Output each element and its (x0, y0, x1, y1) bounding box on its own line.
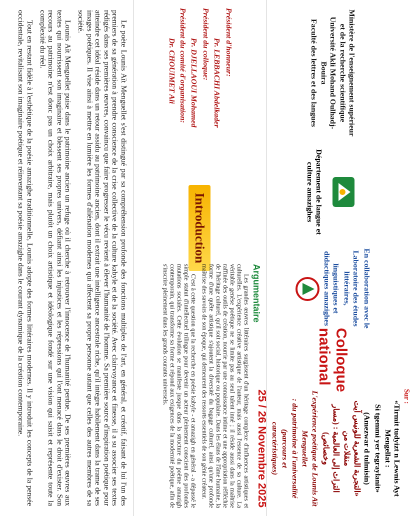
arabic-line-1: «التجربة الشعرية للونيس آيت منقلات من (342, 400, 362, 497)
theme-line-1: «Tirmit tudyizt n Lewnis Ayt Mengellat : (383, 400, 402, 497)
left-paragraph-2: Lounis Aït Menguellet puise dans le patrimoine ancien un refuge où il cherche à retrouver l'innocence de l'humanité perdue. De ses premières œuvres aux textes qui nourrissent son imaginaire et blessent ses propres univers, défiant ainsi les injustices et les répressions qui l'ont menacé dans le droit d'exister. Son recours au patrimoine n'est donc pas un choix arbitraire, mais plutôt un choix artistique et idéologique fondé sur une vision qui saisit et représente toute la complexité du réel. (37, 10, 73, 506)
left-text-block (8, 2, 131, 514)
left-panel-content (2, 2, 131, 514)
subtitle-line-1: L'expérience poétique de Lounis Aït Menguellet (300, 390, 320, 507)
left-panel (0, 0, 133, 516)
theme-line-3: (Amezwar d tulmisin) (362, 412, 372, 485)
collaboration-block (272, 246, 395, 331)
theme-line-2: Si tgemmi yer tegraylanit» (373, 404, 383, 493)
committee-block (138, 8, 261, 198)
laboratory-logo-icon (295, 274, 321, 304)
university-text: Université Akli Mohand Oulhadj-Bouira (319, 16, 338, 130)
argument-paragraph-1: Les grandes œuvres littéraires surgissent d'un héritage complexe d'influences artistiques et culturelles. L'expérience créative artistique de l'auteur, mais aussi l'essence de sa culture. La véritable genèse poétique ne se limite pas au seul talent inné ; il réside aussi dans la maîtrise raffinée des outils de création, nourrie par une connaissance intime et une appropriation réfléchie de l'héritage culturel, qu'il soit social, historique ou populaire. Dans les élans de l'âme humaine, la forme d'une quête artistique s'ajoutent la diversité du bagage culturel, ainsi qu'une profonde maîtrise des savoirs de son époque, qui demeurent des ressorts essentiels de son génie créateur. (200, 264, 249, 508)
argument-paragraph-2: C'est à cette question que la recherche en poésie kabyle - et amazigh en général - a dépassé le simple statut d'intellectuel trilingue pour devenir un acteur pleinement conscient des profondes mutations sociales. Cette évolution se manifeste jusque dans la structure du poème amazigh contemporain, qui transforme sa forme et répond aux exigences de la modernité poétique, afin de s'inscrire pleinement dans les grands courants universels. (161, 264, 196, 508)
argument-block (138, 258, 261, 508)
collab-line-2: Laboratoire des études littéraires, (342, 250, 361, 327)
institution-header (272, 8, 395, 138)
department-text: Département de langue et culture amazighes (305, 149, 324, 235)
collab-line-3: linguistiques et didactiques amazighes (322, 251, 341, 326)
committee-name-1: Pr. LEBBACHI Abdelkader (212, 38, 222, 128)
event-dates: 25 / 26 Novembre 2025 (255, 389, 268, 508)
ministry-text: Ministère de l'enseignement supérieur et de la recherche scientifique (338, 9, 357, 137)
committee-role-2: Président du colloque: (200, 8, 210, 81)
subtitle-line-3: caractéristiques) (270, 421, 280, 476)
university-logo-icon (327, 173, 361, 211)
committee-role-3: Président du comité d'organisation: (178, 8, 188, 124)
theme-block (255, 389, 411, 508)
middle-panel (133, 0, 266, 516)
introduction-heading: Introduction (189, 185, 211, 272)
left-paragraph-3: Tout en restant fidèle à l'esthétique de la poésie amazighe traditionnelle, Lounis adopte des formes littéraires modernes. Il y introduit les concepts de la pensée occidentale, revitalisant son imaginaire poétique et réinventant sa poésie amazighe dans le courant dynamique de la création contemporaine. (16, 10, 35, 506)
intro-heading-wrap (138, 192, 261, 264)
middle-panel-content (135, 2, 264, 514)
subtitle-line-2: : du patrimoine à l'universalité (parcours et (280, 398, 300, 499)
department-block (272, 142, 395, 242)
left-paragraph-1: Le poète Lounis Aït Menguellet s'est distingué par sa compréhension profonde des fonctions multiples de l'art, en général, et créatif, faisant de lui l'un des premiers de sa génération à prendre conscience de la crise collective de la culture kabyle et de la société. Avec clairvoyance et finesse, il a su associer ses textes rédigés dans ses premières œuvres, convaincu que faire progresser le vécu revient à élever l'humanité de l'homme. Sa première source d'inspiration poétique pour atteindre cet idéal réside dans un retour assidu au patrimoine ancien, dont il extrait une intelligence ancestrale riche, qu'il intègre habilement dans la trame de ses images poétiques. Il vise ainsi à mettre en lumière les formes d'aliénation modernes qui affectent sa propre personne autant que celles des autres membres de sa société. (76, 10, 128, 506)
committee-role-1: Président d'honneur: (223, 8, 233, 77)
argument-heading: Argumentaire (251, 264, 261, 323)
arabic-line-2: التراث إلى العالمية : (مسار وخصائص) (321, 404, 341, 493)
faculty-text: Faculté des lettres et des langues (309, 19, 319, 127)
colloque-block (272, 327, 395, 393)
theme-sur: Sur : (402, 389, 411, 404)
colloque-title: Colloque national (316, 327, 350, 393)
committee-name-3: Dr. CHOUIMET Ali (166, 38, 176, 104)
collab-line-1: En collaboration avec le (362, 248, 372, 329)
argument-text (161, 264, 249, 508)
committee-name-2: Pr. DJELLAOUI Mohamed (189, 38, 199, 128)
